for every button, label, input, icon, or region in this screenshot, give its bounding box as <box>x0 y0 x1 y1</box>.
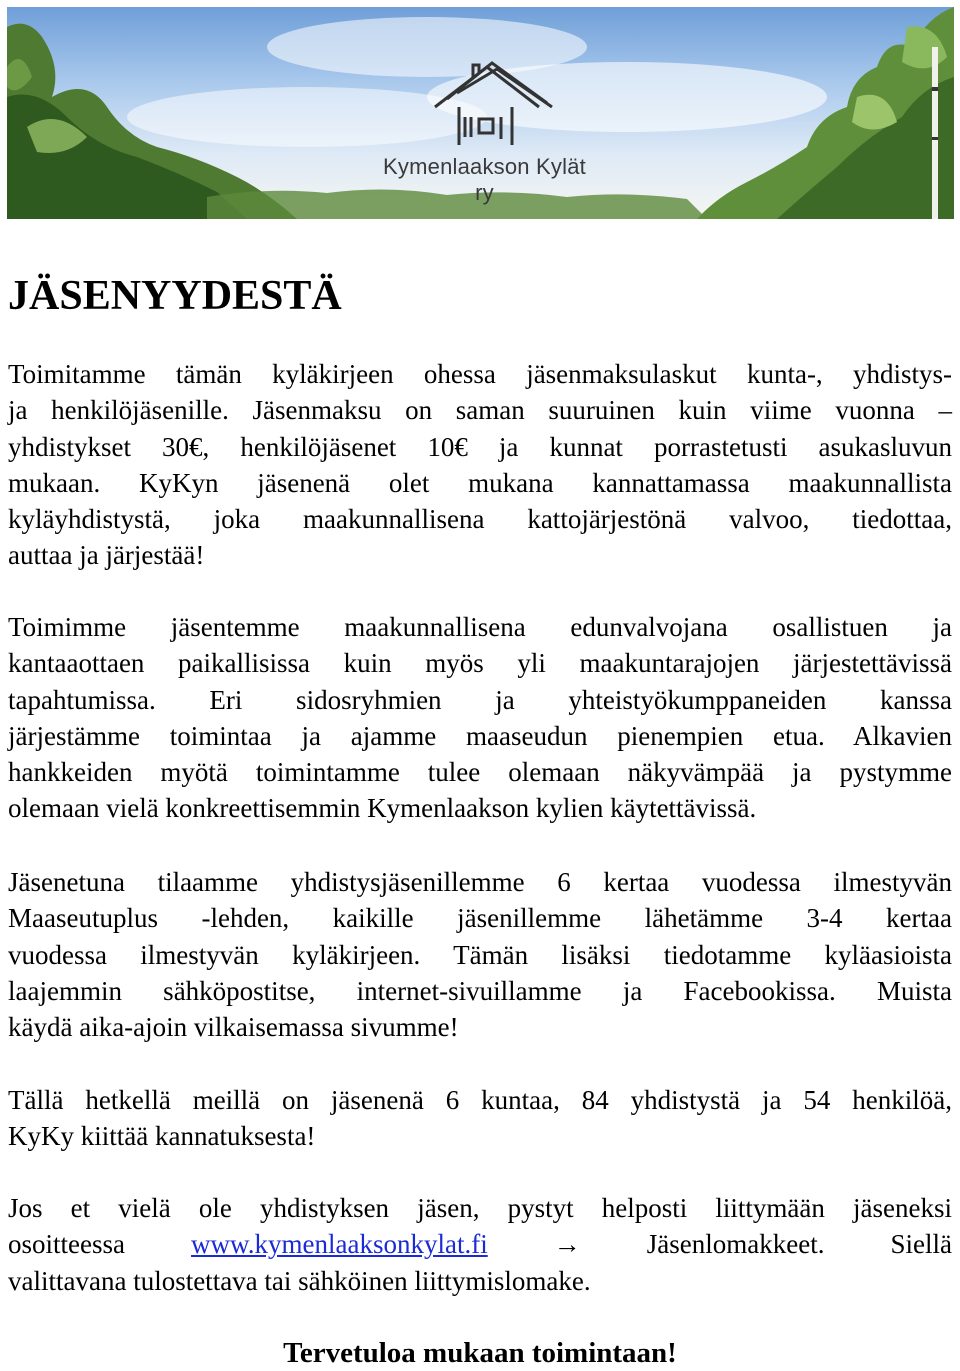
text-line: hankkeiden myötä toimintamme tulee olemaan näkyvämpää ja pystymme <box>8 757 952 788</box>
text-fragment: Siellä <box>890 1229 952 1260</box>
text-line: olemaan vielä konkreettisemmin Kymenlaakson kylien käytettävissä. <box>8 793 757 824</box>
text-line: Toimitamme tämän kyläkirjeen ohessa jäsenmaksulaskut kunta-, yhdistys- <box>8 359 952 389</box>
header-banner <box>7 7 954 219</box>
text-line: auttaa ja järjestää! <box>8 540 205 571</box>
text-line: Tällä hetkellä meillä on jäsenenä 6 kuntaa, 84 yhdistystä ja 54 henkilöä, <box>8 1085 952 1115</box>
arrow-icon: → <box>553 1229 581 1260</box>
text-line: Toimimme jäsentemme maakunnallisena edunvalvojana osallistuen ja <box>8 612 952 642</box>
logo-text: Kymenlaakson Kylät ry <box>383 154 586 205</box>
text-line: laajemmin sähköpostitse, internet-sivuillamme ja Facebookissa. Muista <box>8 975 952 1006</box>
text-line: valittavana tulostettava tai sähköinen liittymislomake. <box>8 1265 591 1296</box>
text-line: Jos et vielä ole yhdistyksen jäsen, pystyt helposti liittymään jäseneksi <box>8 1193 952 1223</box>
text-line: ja henkilöjäsenille. Jäsenmaksu on saman suuruinen kuin viime vuonna – <box>8 395 952 426</box>
text-line: Jäsenetuna tilaamme yhdistysjäsenillemme 6 kertaa vuodessa ilmestyvän <box>8 867 952 897</box>
text-line: käydä aika-ajoin vilkaisemassa sivumme! <box>8 1012 459 1043</box>
paragraph-advocacy <box>8 609 952 827</box>
paragraph-membership-fees <box>8 356 952 574</box>
text-line: järjestämme toimintaa ja ajamme maaseudun pienempien etua. Alkavien <box>8 720 952 751</box>
paragraph-member-benefits <box>8 864 952 1045</box>
text-line: kyläyhdistystä, joka maakunnallisena kattojärjestönä valvoo, tiedottaa, <box>8 504 952 535</box>
text-fragment: osoitteessa <box>8 1229 125 1260</box>
text-line: Maaseutuplus -lehden, kaikille jäsenillemme lähetämme 3-4 kertaa <box>8 903 952 934</box>
website-link[interactable]: www.kymenlaaksonkylat.fi <box>191 1229 488 1260</box>
text-fragment: Jäsenlomakkeet. <box>646 1229 825 1260</box>
text-line-with-link <box>8 1226 952 1262</box>
welcome-message: Tervetuloa mukaan toimintaan! <box>283 1337 677 1369</box>
paragraph-join-info <box>8 1190 952 1299</box>
paragraph-member-count <box>8 1082 952 1155</box>
page-title: JÄSENYYDESTÄ <box>8 273 342 319</box>
text-line: vuodessa ilmestyvän kyläkirjeen. Tämän lisäksi tiedotamme kyläasioista <box>8 939 952 970</box>
text-line: KyKy kiittää kannatuksesta! <box>8 1121 316 1152</box>
text-line: tapahtumissa. Eri sidosryhmien ja yhteistyökumppaneiden kanssa <box>8 684 952 715</box>
text-line: mukaan. KyKyn jäsenenä olet mukana kannattamassa maakunnallista <box>8 467 952 498</box>
text-line: kantaaottaen paikallisissa kuin myös yli maakuntarajojen järjestettävissä <box>8 648 952 679</box>
text-line: yhdistykset 30€, henkilöjäsenet 10€ ja kunnat porrastetusti asukasluvun <box>8 431 952 462</box>
